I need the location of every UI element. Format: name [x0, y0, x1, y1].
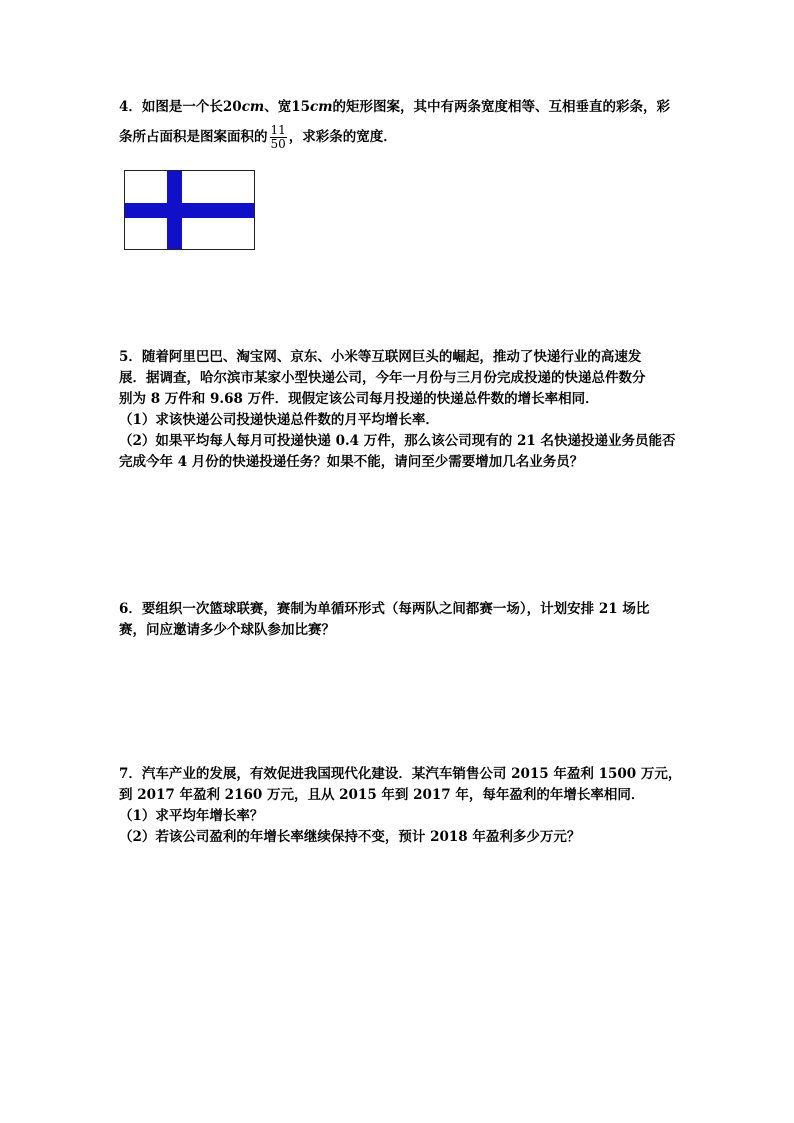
problem-5	[119, 347, 679, 473]
problem-5-q1: （1）求该快递公司投递快递总件数的月平均增长率．	[119, 412, 439, 428]
problem-5-q2-line-1: （2）如果平均每人每月可投递快递 0.4 万件，那么该公司现有的 21 名快递投递业务员能否	[119, 433, 676, 449]
problem-4-number: 4．	[119, 99, 142, 115]
problem-4-text-b: 、宽	[264, 99, 292, 115]
problem-5-line-1: 5．随着阿里巴巴、淘宝网、京东、小米等互联网巨头的崛起，推动了快递行业的高速发	[119, 349, 642, 365]
problem-4-line-2-b: ，求彩条的宽度．	[288, 129, 397, 145]
flag-pattern-figure	[124, 170, 255, 250]
problem-4-text-a: 如图是一个长	[141, 99, 223, 115]
problem-6-line-2: 赛，问应邀请多少个球队参加比赛？	[119, 622, 335, 638]
problem-5-q2-line-2: 完成今年 4 月份的快递投递任务？如果不能，请问至少需要增加几名业务员？	[119, 454, 584, 470]
problem-7-q2: （2）若该公司盈利的年增长率继续保持不变，预计 2018 年盈利多少万元？	[119, 829, 581, 845]
length-value: 20	[222, 99, 242, 115]
problem-6	[119, 599, 679, 641]
problem-7-q1: （1）求平均年增长率？	[119, 808, 264, 824]
problem-4-text-c: 的矩形图案，其中有两条宽度相等、互相垂直的彩条，彩	[332, 99, 671, 115]
problem-4-line-1	[119, 97, 679, 118]
problem-5-line-3: 别为 8 万件和 9.68 万件．现假定该公司每月投递的快递总件数的增长率相同．	[119, 391, 599, 407]
problem-7-line-2: 到 2017 年盈利 2160 万元，且从 2015 年到 2017 年，每年盈利的年增长率相同．	[119, 787, 645, 803]
problem-4-line-2	[119, 124, 679, 151]
width-value: 15	[291, 99, 311, 115]
problem-4	[119, 97, 679, 151]
fraction-denominator: 50	[270, 137, 286, 151]
problem-4-line-2-a: 条所占面积是图案面积的	[119, 129, 268, 145]
fraction	[270, 124, 287, 151]
problem-7-line-1: 7．汽车产业的发展，有效促进我国现代化建设．某汽车销售公司 2015 年盈利 1500 万元，	[119, 766, 682, 782]
fraction-numerator: 11	[270, 123, 286, 137]
length-unit: cm	[241, 99, 265, 115]
horizontal-stripe	[125, 203, 254, 218]
problem-6-line-1: 6．要组织一次篮球联赛，赛制为单循环形式（每两队之间都赛一场），计划安排 21 场比	[119, 601, 650, 617]
problem-5-line-2: 展．据调查，哈尔滨市某家小型快递公司，今年一月份与三月份完成投递的快递总件数分	[119, 370, 646, 386]
width-unit: cm	[310, 99, 333, 115]
problem-7	[119, 764, 682, 848]
